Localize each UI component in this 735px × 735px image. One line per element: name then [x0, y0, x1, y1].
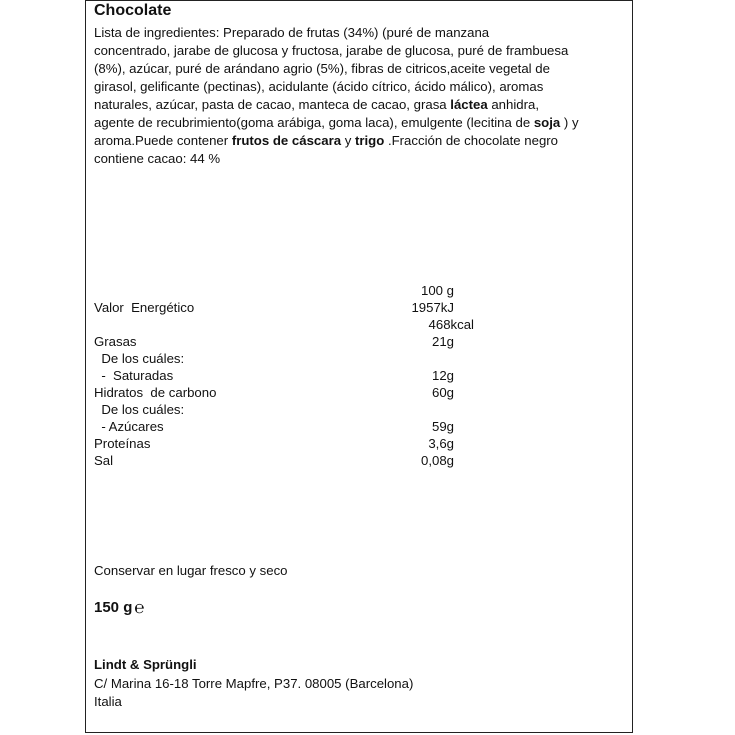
ingredient-text: naturales, azúcar, pasta de cacao, manteca de cacao, grasa [94, 97, 451, 112]
nutrition-header-row [94, 282, 454, 299]
manufacturer-country: Italia [94, 694, 122, 709]
ingredient-text: Lista de ingredientes: Preparado de frutas (34%) (puré de manzana [94, 25, 490, 40]
nutrition-value: 1957kJ [411, 300, 454, 315]
nutrition-row [94, 350, 454, 367]
nutrition-row [94, 401, 454, 418]
nutrition-value: 60g [431, 385, 454, 400]
net-weight-value: 150 g [94, 599, 133, 616]
ingredients-line [94, 78, 626, 96]
nutrition-label: Hidratos de carbono [94, 385, 217, 400]
product-title: Chocolate [94, 2, 172, 19]
ingredient-text: aroma.Puede contener [94, 133, 232, 148]
ingredients-line [94, 132, 626, 150]
allergen-text: trigo [354, 133, 385, 148]
ingredient-text: girasol, gelificante (pectinas), acidulante (ácido cítrico, ácido málico), aromas [94, 79, 544, 94]
ingredients-line [94, 150, 626, 168]
nutrition-label: Grasas [94, 334, 137, 349]
nutrition-row [94, 367, 454, 384]
nutrition-row [94, 452, 454, 469]
nutrition-value: 12g [431, 368, 454, 383]
ingredient-text: ) y [560, 115, 579, 130]
ingredients-line [94, 60, 626, 78]
nutrition-table [94, 282, 474, 469]
storage-instructions: Conservar en lugar fresco y seco [94, 563, 288, 578]
nutrition-row [94, 384, 454, 401]
ingredients-line [94, 42, 626, 60]
allergen-text: frutos de cáscara [231, 133, 342, 148]
net-weight [94, 599, 145, 616]
nutrition-row [94, 333, 454, 350]
ingredients-line [94, 96, 626, 114]
nutrition-header: 100 g [420, 283, 454, 298]
nutrition-value: 0,08g [420, 453, 454, 468]
ingredient-text: contiene cacao: 44 % [94, 151, 221, 166]
ingredients-line [94, 24, 626, 42]
estimated-sign-icon: ℮ [134, 598, 145, 617]
nutrition-label: De los cuáles: [94, 351, 185, 366]
nutrition-label: Valor Energético [94, 300, 195, 315]
nutrition-label: Proteínas [94, 436, 151, 451]
nutrition-label: - Saturadas [94, 368, 174, 383]
ingredients-line [94, 114, 626, 132]
nutrition-label: De los cuáles: [94, 402, 185, 417]
ingredient-text: .Fracción de chocolate negro [384, 133, 559, 148]
ingredient-text: (8%), azúcar, puré de arándano agrio (5%), fibras de citricos,aceite vegetal de [94, 61, 550, 76]
nutrition-value: 468kcal [428, 317, 474, 332]
nutrition-label: - Azúcares [94, 419, 164, 434]
manufacturer-name: Lindt & Sprüngli [94, 657, 197, 672]
ingredients-list [94, 24, 626, 168]
nutrition-row [94, 299, 454, 316]
nutrition-row [94, 418, 454, 435]
ingredient-text: y [341, 133, 355, 148]
nutrition-value: 59g [431, 419, 454, 434]
nutrition-value: 21g [431, 334, 454, 349]
nutrition-label: Sal [94, 453, 114, 468]
manufacturer-address: C/ Marina 16-18 Torre Mapfre, P37. 08005 (Barcelona) [94, 676, 414, 691]
nutrition-row [94, 316, 474, 333]
ingredient-text: agente de recubrimiento(goma arábiga, goma laca), emulgente (lecitina de [94, 115, 534, 130]
nutrition-row [94, 435, 454, 452]
ingredient-text: concentrado, jarabe de glucosa y fructosa, jarabe de glucosa, puré de frambuesa [94, 43, 569, 58]
nutrition-value: 3,6g [428, 436, 454, 451]
allergen-text: soja [533, 115, 561, 130]
ingredient-text: anhidra, [487, 97, 540, 112]
allergen-text: láctea [450, 97, 488, 112]
